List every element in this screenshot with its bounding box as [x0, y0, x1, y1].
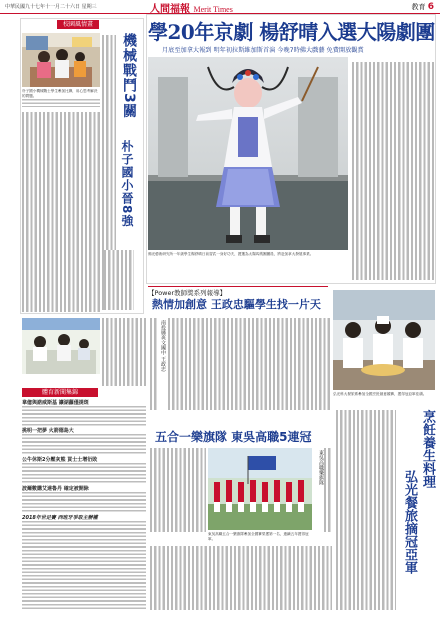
main-headline: 學20年京劇 楊舒晴入選大陽劇團 [148, 20, 435, 44]
robot-kids-image [22, 33, 100, 87]
power-vertical-title: 南投縣爽文國中 王政忠 [160, 320, 166, 372]
sports-brief-5-text [22, 521, 146, 609]
band-vertical-title: 東吳高職樂旗隊 [318, 450, 324, 485]
section-page [412, 2, 435, 12]
robot-caption-lines [22, 99, 100, 107]
reading-kids-image [22, 318, 100, 374]
sports-brief-3-text [22, 463, 146, 483]
campus-section-label [57, 20, 99, 29]
power-headline: 熱情加創意 王政忠驅學生找一片天 [152, 298, 321, 311]
reading-article-text [102, 318, 146, 386]
sports-section-label [22, 388, 98, 397]
sports-brief-4: 波爾數購艾達魯丹 確定被開除 [22, 486, 89, 492]
culinary-article-text [336, 410, 396, 610]
robot-headline: 機械戰鬥3關 [121, 33, 137, 119]
band-photo [208, 448, 312, 530]
band-image [208, 448, 312, 530]
sports-section-text: 體育新聞集錦 [41, 389, 78, 396]
opera-article-text [352, 62, 434, 280]
robot-photo-caption: 朴子國小機械戰士學生參加比賽，用心思考解決的問題。 [22, 89, 98, 98]
power-article-text-2 [168, 318, 330, 410]
masthead-english: Merit Times [193, 5, 233, 14]
band-article-text [150, 448, 206, 532]
culinary-photo [333, 290, 435, 390]
band-photo-caption: 東吳高職五合一樂旗隊參加全國賽榮獲第一名，連續五年獲得冠軍。 [208, 532, 309, 541]
robot-article-text-2 [22, 112, 100, 312]
band-article-text-2 [324, 448, 332, 532]
power-section-text: Power教師獎系列報導 [154, 289, 220, 297]
main-subhead: 月底至加拿大報到 明年初拉斯維加斯首演 今晚7時佛大戲藝 免費開放觀賞 [162, 47, 364, 54]
sports-brief-5: 2018年世足賽 西班牙爭取主辦權 [22, 515, 98, 521]
band-article-text-3 [150, 546, 332, 610]
culinary-photo-caption: 弘光科大餐旅系參加全國烹飪創意競賽，獲得冠亞軍佳績。 [333, 392, 427, 396]
band-headline: 五合一樂旗隊 東吳高職5連冠 [155, 430, 312, 444]
reading-kids-photo [22, 318, 100, 374]
issue-date: 中華民國九十七年十一月二十六日 星期三 [5, 4, 97, 10]
culinary-headline: 烹飪養生料理 [420, 410, 435, 488]
robot-kids-photo [22, 33, 100, 87]
sports-brief-1: 韋億與諾威斯基 讓湖蘿僅提斑 [22, 400, 89, 406]
power-article-text [150, 318, 158, 410]
robot-subheadline: 朴子國小晉8強 [120, 140, 134, 228]
page-number: 6 [427, 2, 434, 12]
culinary-image [333, 290, 435, 390]
sports-brief-4-text [22, 492, 146, 512]
culinary-subheadline: 弘光餐旅摘冠亞軍 [402, 470, 417, 574]
section-name: 教育 [411, 3, 426, 11]
campus-section-text: 校園風情畫 [62, 21, 93, 28]
masthead-title: 人間福報 [150, 4, 190, 15]
sports-brief-1-text [22, 406, 146, 426]
sports-brief-3: 公牛休斯2分壓灰熊 買士士增衍敗 [22, 457, 98, 463]
robot-article-text-3 [104, 250, 134, 310]
power-section-label: 【Power教師獎系列報導】 [148, 286, 328, 297]
masthead-logo [150, 0, 233, 15]
sports-brief-2-text [22, 434, 146, 454]
opera-photo-caption: 佛光藝術研究所一年級學生楊舒晴日前習武一身好功夫，獲選為太陽馬戲團團員，將赴加拿大發展事業。 [148, 252, 314, 256]
sports-brief-2: 挑明一把夢 火箭德島大 [22, 428, 74, 434]
